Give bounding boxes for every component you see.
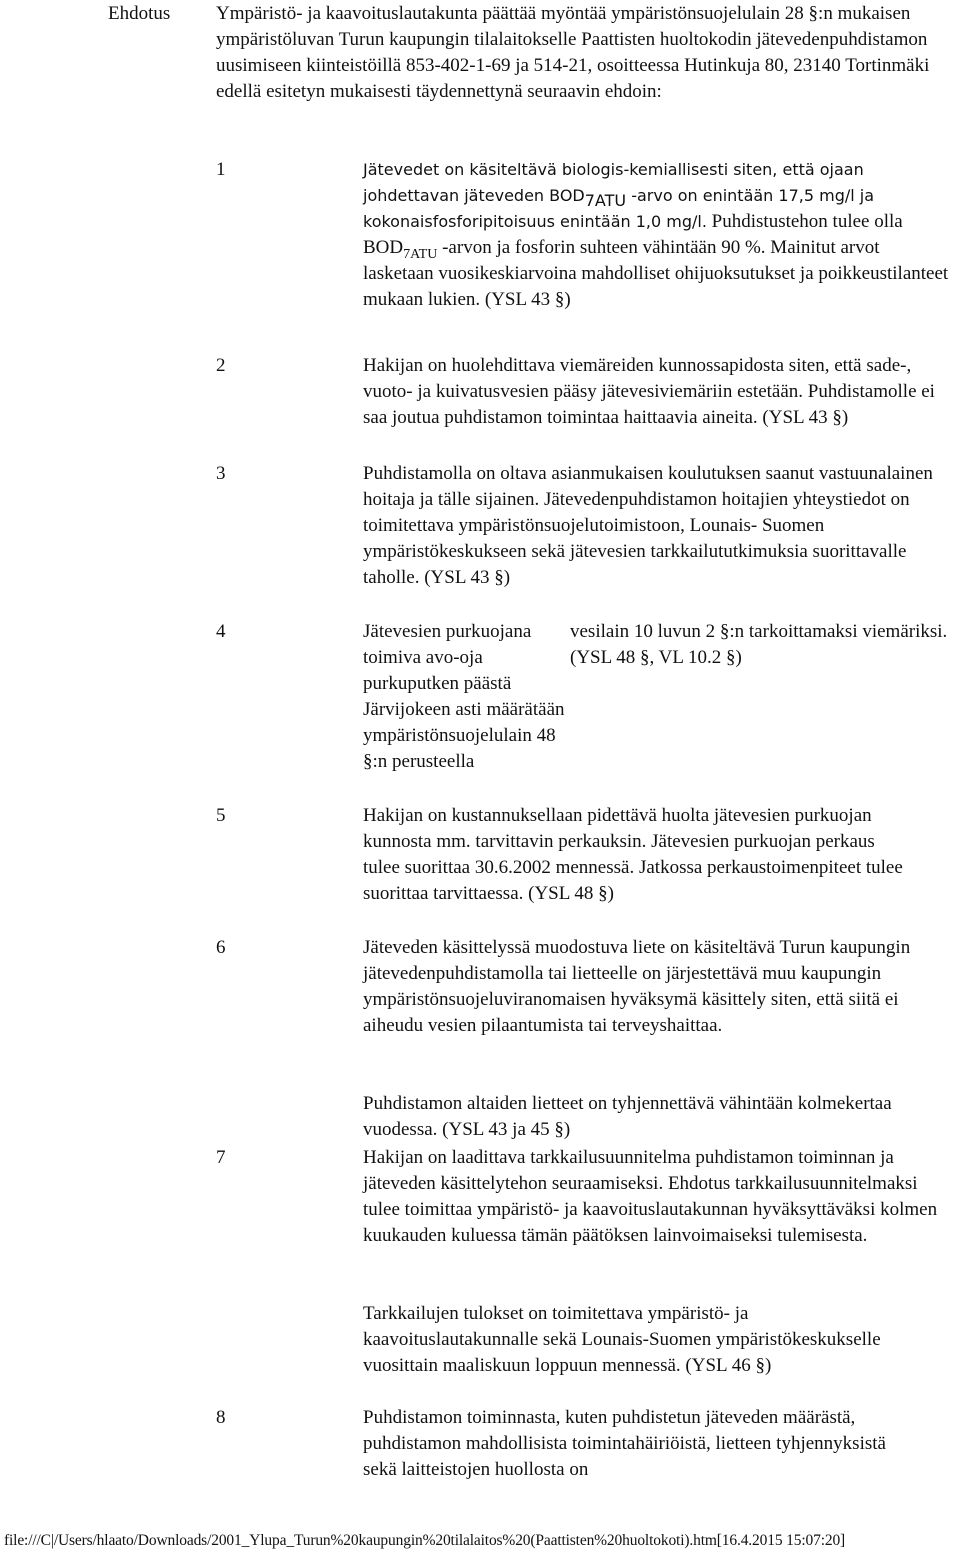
decision-intro: Ympäristö- ja kaavoituslautakunta päättää myöntää ympäristönsuojelulain 28 §:n mukaisen ympäristöluvan Turun kaupungin tilalaitokselle Paattisten huoltokodin jätevedenpuhdistamon uusimiseen kiinteistöillä 853-402-1-69 ja 514-21, osoitteessa Hutinkuja 80, 23140 Tortinmäki edellä esitetyn mukaisesti täydennettynä seuraavin ehdoin:	[216, 3, 930, 102]
file-url-footer: file:///C|/Users/hlaato/Downloads/2001_Ylupa_Turun%20kaupungin%20tilalaitos%20(Paattisten%20huoltokoti).htm[16.4.2015 15:07:20]	[4, 1532, 846, 1549]
condition-number: 5	[216, 805, 226, 826]
condition-text: Hakijan on laadittava tarkkailusuunnitelma puhdistamon toiminnan ja jäteveden käsittelytehon seuraamiseksi. Ehdotus tarkkailusuunnitelmaksi tulee toimittaa ympäristö- ja kaavoituslautakunnan hyväksyttäväksi kolmen kuukauden kuluessa tämän päätöksen lainvoimaiseksi tulemisesta.	[363, 1147, 938, 1246]
condition-text	[363, 157, 953, 313]
condition-text-left: Jätevesien purkuojana toimiva avo-oja purkuputken päästä Järvijokeen asti määrätään ympäristönsuojelulain 48 §:n perusteella	[363, 621, 565, 772]
condition-text: Puhdistamon toiminnasta, kuten puhdistetun jäteveden määrästä, puhdistamon mahdollisista toimintahäiriöistä, lietteen tyhjennyksistä sekä laitteistojen huollosta on	[363, 1407, 886, 1480]
condition-text-paragraph: Tarkkailujen tulokset on toimitettava ympäristö- ja kaavoituslautakunnalle sekä Lounais-Suomen ympäristökeskukselle vuosittain maaliskuun loppuun mennessä. (YSL 46 §)	[363, 1303, 881, 1376]
condition-text: Jäteveden käsittelyssä muodostuva liete on käsiteltävä Turun kaupungin jätevedenpuhdistamolla tai lietteelle on järjestettävä muu kaupungin ympäristönsuojeluviranomaisen hyväksymä käsittely siten, että siitä ei aiheudu vesien pilaantumista tai terveyshaittaa.	[363, 937, 911, 1036]
condition-text-part: -arvon ja fosforin suhteen vähintään 90 %.	[437, 237, 766, 258]
condition-number: 6	[216, 937, 226, 958]
condition-text-paragraph: Puhdistamon altaiden lietteet on tyhjennettävä vähintään kolmekertaa vuodessa. (YSL 43 ja 45 §)	[363, 1093, 892, 1140]
section-label: Ehdotus	[108, 3, 171, 24]
condition-number: 2	[216, 355, 226, 376]
condition-text-right: vesilain 10 luvun 2 §:n tarkoittamaksi viemäriksi. (YSL 48 §, VL 10.2 §)	[570, 621, 948, 668]
condition-number: 8	[216, 1407, 226, 1428]
condition-text-part: Mainitut arvot lasketaan vuosikeskiarvoina mahdolliset ohijuoksutukset ja poikkeustilanteet mukaan lukien. (YSL 43 §)	[363, 237, 949, 310]
condition-text: Puhdistamolla on oltava asianmukaisen koulutuksen saanut vastuunalainen hoitaja ja tälle sijainen. Jätevedenpuhdistamon hoitajien yhteystiedot on toimitettava ympäristönsuojelutoimistoon, Lounais- Suomen ympäristökeskukseen sekä jätevesien tarkkailututkimuksia suorittavalle taholle. (YSL 43 §)	[363, 463, 933, 588]
condition-text: Hakijan on huolehdittava viemäreiden kunnossapidosta siten, että sade-, vuoto- ja kuivatusvesien pääsy jätevesiviemäriin estetään. Puhdistamolle ei saa joutua puhdistamon toimintaa haittaavia aineita. (YSL 43 §)	[363, 355, 935, 428]
condition-number: 3	[216, 463, 226, 484]
condition-number: 7	[216, 1147, 226, 1168]
condition-text-part: Puhdistustehon tulee olla BOD	[363, 211, 903, 258]
condition-number: 1	[216, 159, 226, 180]
condition-text-part: Jätevedet on käsiteltävä biologis-kemiallisesti siten, että ojaan johdettavan jäteveden BOD	[363, 160, 864, 205]
condition-text-part: -arvo on enintään 17,5 mg/l ja kokonaisfosforipitoisuus enintään 1,0 mg/l.	[363, 186, 875, 231]
condition-number: 4	[216, 621, 226, 642]
subscript: 7ATU	[584, 191, 627, 210]
condition-text: Hakijan on kustannuksellaan pidettävä huolta jätevesien purkuojan kunnosta mm. tarvittavin perkauksin. Jätevesien purkuojan perkaus tulee suorittaa 30.6.2002 mennessä. Jatkossa perkaustoimenpiteet tulee suorittaa tarvittaessa. (YSL 48 §)	[363, 805, 903, 904]
subscript: 7ATU	[403, 247, 438, 262]
